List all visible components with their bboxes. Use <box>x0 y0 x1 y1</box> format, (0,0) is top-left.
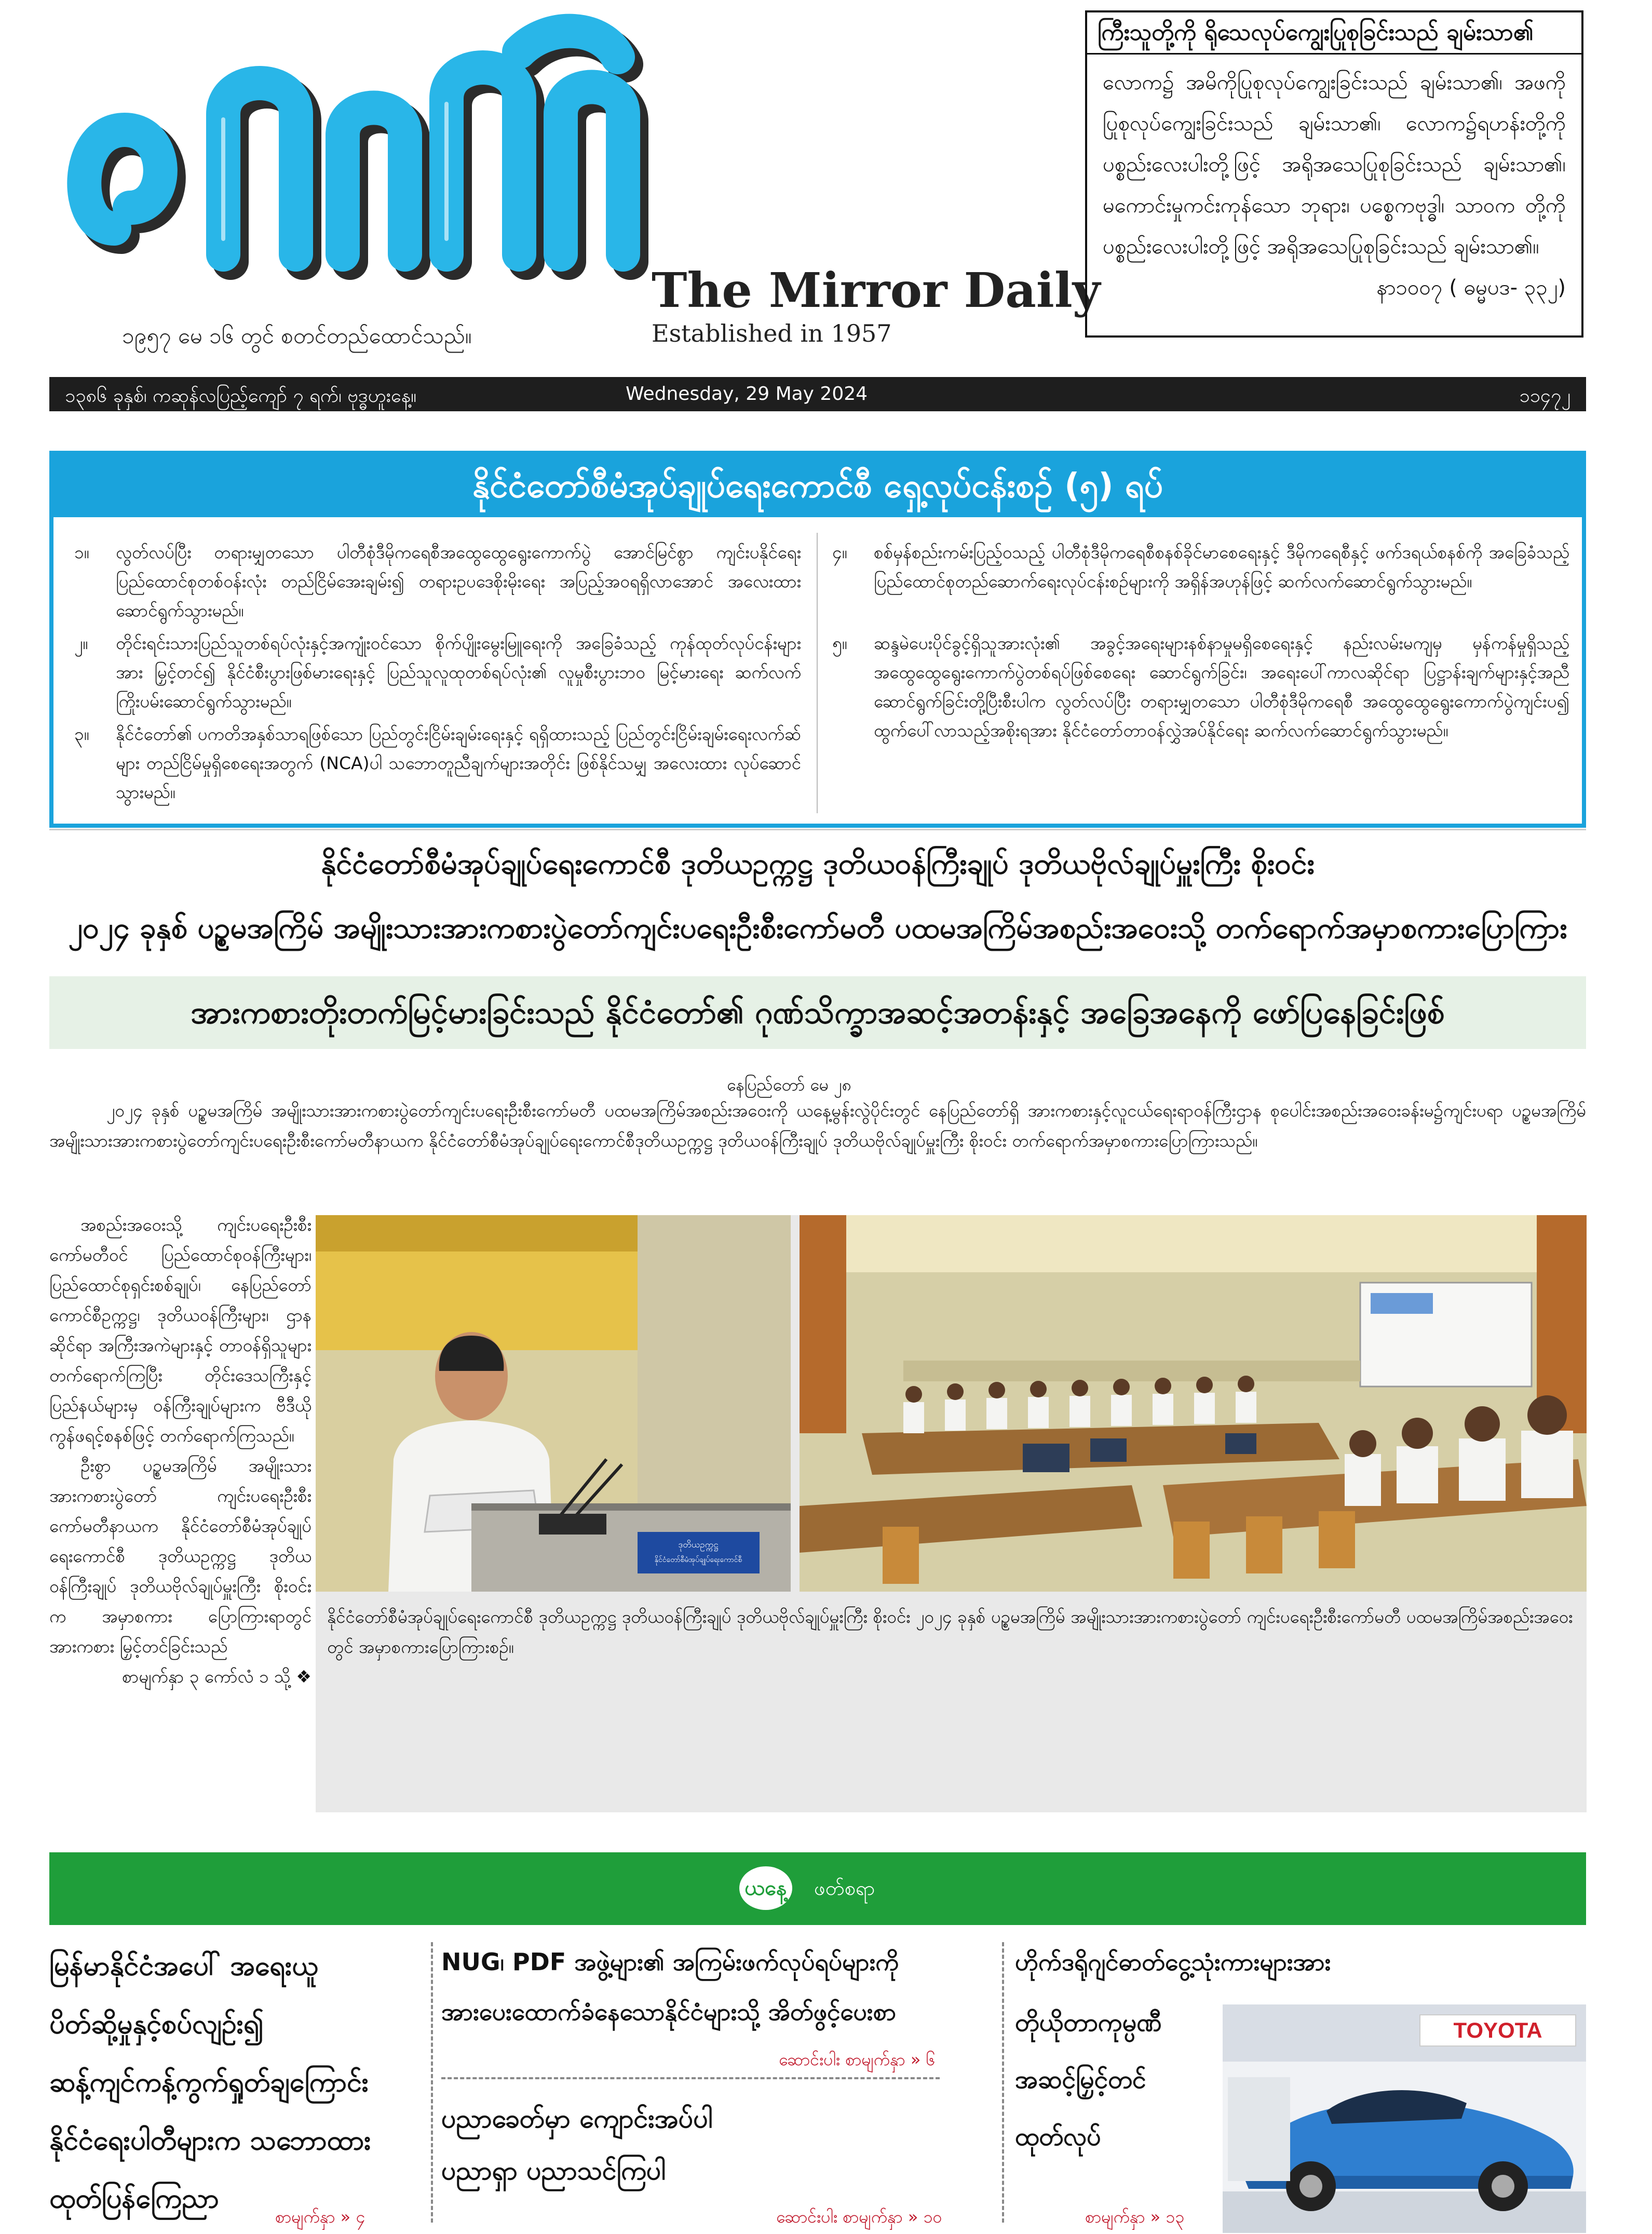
myanmar-established: ၁၉၅၇ မေ ၁၆ တွင် စတင်တည်ထောင်သည်။ <box>122 323 472 348</box>
motto-source: နာ၁၀၀၇ ( ဓမ္မပဒ- ၃၃၂) <box>1376 276 1566 300</box>
teaser-line: အားပေးထောက်ခံနေသောနိုင်ငံများသို့ အိတ်ဖွင့်ပေးစာ <box>441 1998 897 2026</box>
teaser-line: NUG၊ PDF အဖွဲ့များ၏ အကြမ်းဖက်လုပ်ရပ်များကို <box>441 1948 899 1976</box>
english-date: Wednesday, 29 May 2024 <box>626 383 868 405</box>
teaser-right-title[interactable] <box>1015 1937 1586 1987</box>
speaker-photo <box>316 1215 791 1592</box>
date-bar <box>49 377 1586 411</box>
teaser-right[interactable] <box>1015 1994 1223 2165</box>
photo-caption: နိုင်ငံတော်စီမံအုပ်ချုပ်ရေးကောင်စီ ဒုတိယဥက္ကဋ္ဌ ဒုတိယဝန်ကြီးချုပ် ဒုတိယဗိုလ်ချုပ်မှူးကြီး စိုးဝင်း ၂၀၂၄ ခုနှစ် ပဉ္စမအကြိမ် အမျိုးသားအားကစားပွဲတော် ကျင်းပရေးဦးစီးကော်မတီ ပထမအကြိမ်အစည်းအဝေးတွင် အမှာစကားပြောကြားစဉ်။ <box>327 1607 1573 1657</box>
teaser-line: ပညာရှာ ပညာသင်ကြပါ <box>441 2156 666 2186</box>
speaker-photo-image <box>316 1215 791 1592</box>
teaser-left[interactable] <box>49 1937 423 2228</box>
objective-number: ၅။ <box>832 633 847 653</box>
teaser-line: ထုတ်ပြန်ကြေညာ <box>49 2183 219 2214</box>
myanmar-date: ၁၃၈၆ ခုနှစ်၊ ကဆုန်လပြည့်ကျော် ၇ ရက်၊ ဗုဒ္ဓဟူးနေ့။ <box>65 385 417 407</box>
podium-label: နိုင်ငံတော်စီမံအုပ်ချုပ်ရေးကောင်စီ <box>654 1556 742 1564</box>
article-paragraph: ဦးစွာ ပဉ္စမအကြိမ် အမျိုးသားအားကစားပွဲတော် ကျင်းပရေးဦးစီးကော်မတီနာယက နိုင်ငံတော်စီမံအုပ်ချုပ်ရေးကောင်စီ ဒုတိယဥက္ကဋ္ဌ ဒုတိယဝန်ကြီးချုပ် ဒုတိယဗိုလ်ချုပ်မှူးကြီး စိုးဝင်းက အမှာစကား ပြောကြားရာတွင် အားကစား မြှင့်တင်ခြင်းသည် <box>49 1456 312 1657</box>
teaser-line: နိုင်ငံရေးပါတီများက သဘောထား <box>49 2125 371 2156</box>
motto-text: လောက၌ အမိကိုပြုစုလုပ်ကျွေးခြင်းသည် ချမ်းသာ၏၊ အဖကို ပြုစုလုပ်ကျွေးခြင်းသည် ချမ်းသာ၏၊ လောက၌ရဟန်းတို့ကို ပစ္စည်းလေးပါးတို့ဖြင့် အရိုအသေပြုစုခြင်းသည် ချမ်းသာ၏၊ မကောင်းမှုကင်းကုန်သော ဘုရား၊ ပစ္စေကဗုဒ္ဓါ၊ သာဝက တို့ကို ပစ္စည်းလေးပါးတို့ဖြင့် အရိုအသေပြုစုခြင်းသည် ချမ်းသာ၏။ <box>1103 71 1566 259</box>
objective-number: ၁။ <box>74 542 89 562</box>
motto-box <box>1085 10 1583 338</box>
objective-text: လွတ်လပ်ပြီး တရားမျှတသော ပါတီစုံဒီမိုကရေစီအထွေထွေရွေးကောက်ပွဲ အောင်မြင်စွာ ကျင်းပနိုင်ရေး ပြည်ထောင်စုတစ်ဝန်းလုံး တည်ငြိမ်အေးချမ်း၍ တရားဥပဒေစိုးမိုးရေး အပြည့်အဝရရှိလာအောင် အလေးထားဆောင်ရွက်သွားမည်။ <box>116 542 801 621</box>
english-established: Established in 1957 <box>652 319 892 347</box>
teaser-line: ပညာခေတ်မှာ ကျောင်းအပ်ပါ <box>441 2104 713 2134</box>
main-headline: အားကစားတိုးတက်မြင့်မားခြင်းသည် နိုင်ငံတော်၏ ဂုဏ်သိက္ခာအဆင့်အတန်းနှင့် အခြေအနေကို ဖော်ပြနေခြင်းဖြစ် <box>49 976 1586 1049</box>
column-separator <box>431 1942 433 2223</box>
headline-line-2: ၂၀၂၄ ခုနှစ် ပဉ္စမအကြိမ် အမျိုးသားအားကစားပွဲတော်ကျင်းပရေးဦးစီးကော်မတီ ပထမအကြိမ်အစည်းအဝေးသို့ တက်ရောက်အမှာစကားပြောကြား <box>68 911 1567 945</box>
objectives-box <box>49 451 1586 828</box>
section-divider <box>49 829 1586 830</box>
objective-text: ဆန္ဒမဲပေးပိုင်ခွင့်ရှိသူအားလုံး၏ အခွင့်အရေးများနစ်နာမှုမရှိစေရေးနှင့် နည်းလမ်းမကျမှ မှန်ကန်မှုရှိသည့် အထွေထွေရွေးကောက်ပွဲတစ်ရပ်ဖြစ်စေရေး ဆောင်ရွက်ခြင်း၊ အရေးပေါ်ကာလဆိုင်ရာ ပြဋ္ဌာန်းချက်များနှင့်အညီ ဆောင်ရွက်ခြင်းတို့ပြီးစီးပါက လွတ်လပ်ပြီး တရားမျှတသော ပါတီစုံဒီမိုကရေစီ အထွေထွေရွေးကောက်ပွဲကျင်းပ၍ ထွက်ပေါ်လာသည့်အစိုးရအား နိုင်ငံတော်တာဝန်လွှဲအပ်နိုင်ရေး ဆက်လက်ဆောင်ရွက်သွားမည်။ <box>874 633 1569 741</box>
article-column <box>49 1210 312 1692</box>
teaser-middle-bottom[interactable] <box>441 2093 950 2197</box>
teaser-line: ထုတ်လုပ် <box>1015 2122 1101 2151</box>
article-paragraph: အစည်းအဝေးသို့ ကျင်းပရေးဦးစီးကော်မတီဝင် ပြည်ထောင်စုဝန်ကြီးများ၊ ပြည်ထောင်စုရှင်းစစ်ချုပ်၊ နေပြည်တော်ကောင်စီဥက္ကဋ္ဌ၊ ဒုတိယဝန်ကြီးများ၊ ဌာနဆိုင်ရာ အကြီးအကဲများနှင့် တာဝန်ရှိသူများ တက်ရောက်ကြပြီး တိုင်းဒေသကြီးနှင့် ပြည်နယ်များမှ ဝန်ကြီးချုပ်များက ဗီဒီယိုကွန်ဖရင့်စနစ်ဖြင့် တက်ရောက်ကြသည်။ <box>49 1215 312 1446</box>
teaser-line: ဆန့်ကျင်ကန့်ကွက်ရှုတ်ချကြောင်း <box>49 2067 369 2098</box>
teaser-line: ပိတ်ဆို့မှုနှင့်စပ်လျဉ်း၍ <box>49 2009 264 2040</box>
objective-number: ၂။ <box>74 633 88 653</box>
teaser-page-ref[interactable]: စာမျက်နှာ » ၄ <box>275 2207 365 2227</box>
article-lede: ၂၀၂၄ ခုနှစ် ပဉ္စမအကြိမ် အမျိုးသားအားကစားပွဲတော်ကျင်းပရေးဦးစီးကော်မတီ ပထမအကြိမ်အစည်းအဝေးကို ယနေ့မွန်းလွဲပိုင်းတွင် နေပြည်တော်ရှိ အားကစားနှင့်လူငယ်ရေးရာဝန်ကြီးဌာန စုပေါင်းအစည်းအဝေးခန်းမ၌ကျင်းပရာ ပဉ္စမအကြိမ် အမျိုးသားအားကစားပွဲတော်ကျင်းပရေးဦးစီးကော်မတီနာယက နိုင်ငံတော်စီမံအုပ်ချုပ်ရေးကောင်စီဒုတိယဥက္ကဋ္ဌ ဒုတိယဝန်ကြီးချုပ် ဒုတိယဗိုလ်ချုပ်မှူးကြီး စိုးဝင်း တက်ရောက်အမှာစကားပြောကြားသည်။ <box>49 1100 1586 1151</box>
motto-body <box>1103 62 1566 308</box>
continued-link[interactable]: စာမျက်နှာ ၃ ကော်လံ ၁ သို့ ❖ <box>122 1666 312 1687</box>
objectives-divider <box>817 533 818 813</box>
dateline: နေပြည်တော် မေ ၂၈ <box>727 1075 852 1095</box>
meeting-photo-image <box>800 1215 1587 1592</box>
teaser-page-ref[interactable]: စာမျက်နှာ » ၁၃ <box>1085 2207 1185 2227</box>
car-image <box>1223 2004 1586 2233</box>
objective-text: စစ်မှန်စည်းကမ်းပြည့်ဝသည့် ပါတီစုံဒီမိုကရေစီစနစ်ခိုင်မာစေရေးနှင့် ဒီမိုကရေစီနှင့် ဖက်ဒရယ်စနစ်ကို အခြေခံသည့် ပြည်ထောင်စုတည်ဆောက်ရေးလုပ်ငန်းစဉ်များကို အရှိန်အဟုန်ဖြင့် ဆက်လက်ဆောင်ရွက်သွားမည်။ <box>874 542 1569 591</box>
objective-text: တိုင်းရင်းသားပြည်သူတစ်ရပ်လုံးနှင့်အကျုံးဝင်သော စိုက်ပျိုးမွေးမြူရေးကို အခြေခံသည့် ကုန်ထုတ်လုပ်ငန်းများအား မြှင့်တင်၍ နိုင်ငံစီးပွားဖြစ်မားရေးနှင့် ပြည်သူလူထုတစ်ရပ်လုံး၏ လူမှုစီးပွားဘဝ မြင့်မားရေး ဆက်လက်ကြိုးပမ်းဆောင်ရွက်သွားမည်။ <box>116 633 801 711</box>
motto-title: ကြီးသူတို့ကို ရိုသေလုပ်ကျွေးပြုစုခြင်းသည် ချမ်းသာ၏ <box>1087 12 1581 55</box>
column-separator <box>1002 1942 1004 2223</box>
logo-artwork <box>52 10 665 301</box>
today-badge: ယနေ့ <box>737 1864 794 1912</box>
objective-text: နိုင်ငံတော်၏ ပကတိအနှစ်သာရဖြစ်သော ပြည်တွင်းငြိမ်းချမ်းရေးနှင့် ရရှိထားသည့် ပြည်တွင်းငြိမ်းချမ်းရေးလက်ဆ်များ တည်ငြိမ်မှုရှိစေရေးအတွက် (NCA)ပါ သဘောတူညီချက်များအတိုင်း ဖြစ်နိုင်သမျှ အလေးထား လုပ်ဆောင်သွားမည်။ <box>116 724 801 802</box>
headline-line-1: နိုင်ငံတော်စီမံအုပ်ချုပ်ရေးကောင်စီ ဒုတိယဥက္ကဋ္ဌ ဒုတိယဝန်ကြီးချုပ် ဒုတိယဗိုလ်ချုပ်မှူးကြီး စိုးဝင်း <box>321 847 1315 881</box>
teaser-middle-top[interactable] <box>441 1937 950 2037</box>
hydrogen-car-photo <box>1223 2004 1586 2233</box>
teaser-line: တိုယိုတာကုမ္ပဏီ <box>1015 2008 1162 2037</box>
objective-number: ၃။ <box>74 724 89 744</box>
podium-label: ဒုတိယဥက္ကဋ္ဌ <box>678 1540 719 1550</box>
teaser-line: အဆင့်မြှင့်တင် <box>1015 2065 1146 2094</box>
english-masthead-name: The Mirror Daily <box>652 262 1101 318</box>
teaser-page-ref[interactable]: ဆောင်းပါး စာမျက်နှာ » ၁၀ <box>776 2207 942 2227</box>
teaser-line: ဟိုက်ဒရိုဂျင်ဓာတ်ငွေ့သုံးကားများအား <box>1015 1948 1331 1976</box>
teaser-page-ref[interactable]: ဆောင်းပါး စာမျက်နှာ » ၆ <box>779 2050 936 2069</box>
issue-number: ၁၁၄၇၂ <box>1519 385 1570 407</box>
objective-number: ၄။ <box>832 542 847 562</box>
meeting-photo <box>800 1215 1587 1592</box>
newspaper-logo <box>52 10 665 301</box>
teaser-line: မြန်မာနိုင်ငံအပေါ် အရေးယူ <box>49 1950 318 1982</box>
objectives-title: နိုင်ငံတော်စီမံအုပ်ချုပ်ရေးကောင်စီ ရှေ့လုပ်ငန်းစဉ် (၅) ရပ် <box>53 455 1582 517</box>
teaser-separator <box>441 2077 940 2079</box>
todays-reads-label: ဖတ်စရာ <box>814 1877 875 1900</box>
car-brand-sign: TOYOTA <box>1453 2018 1542 2042</box>
